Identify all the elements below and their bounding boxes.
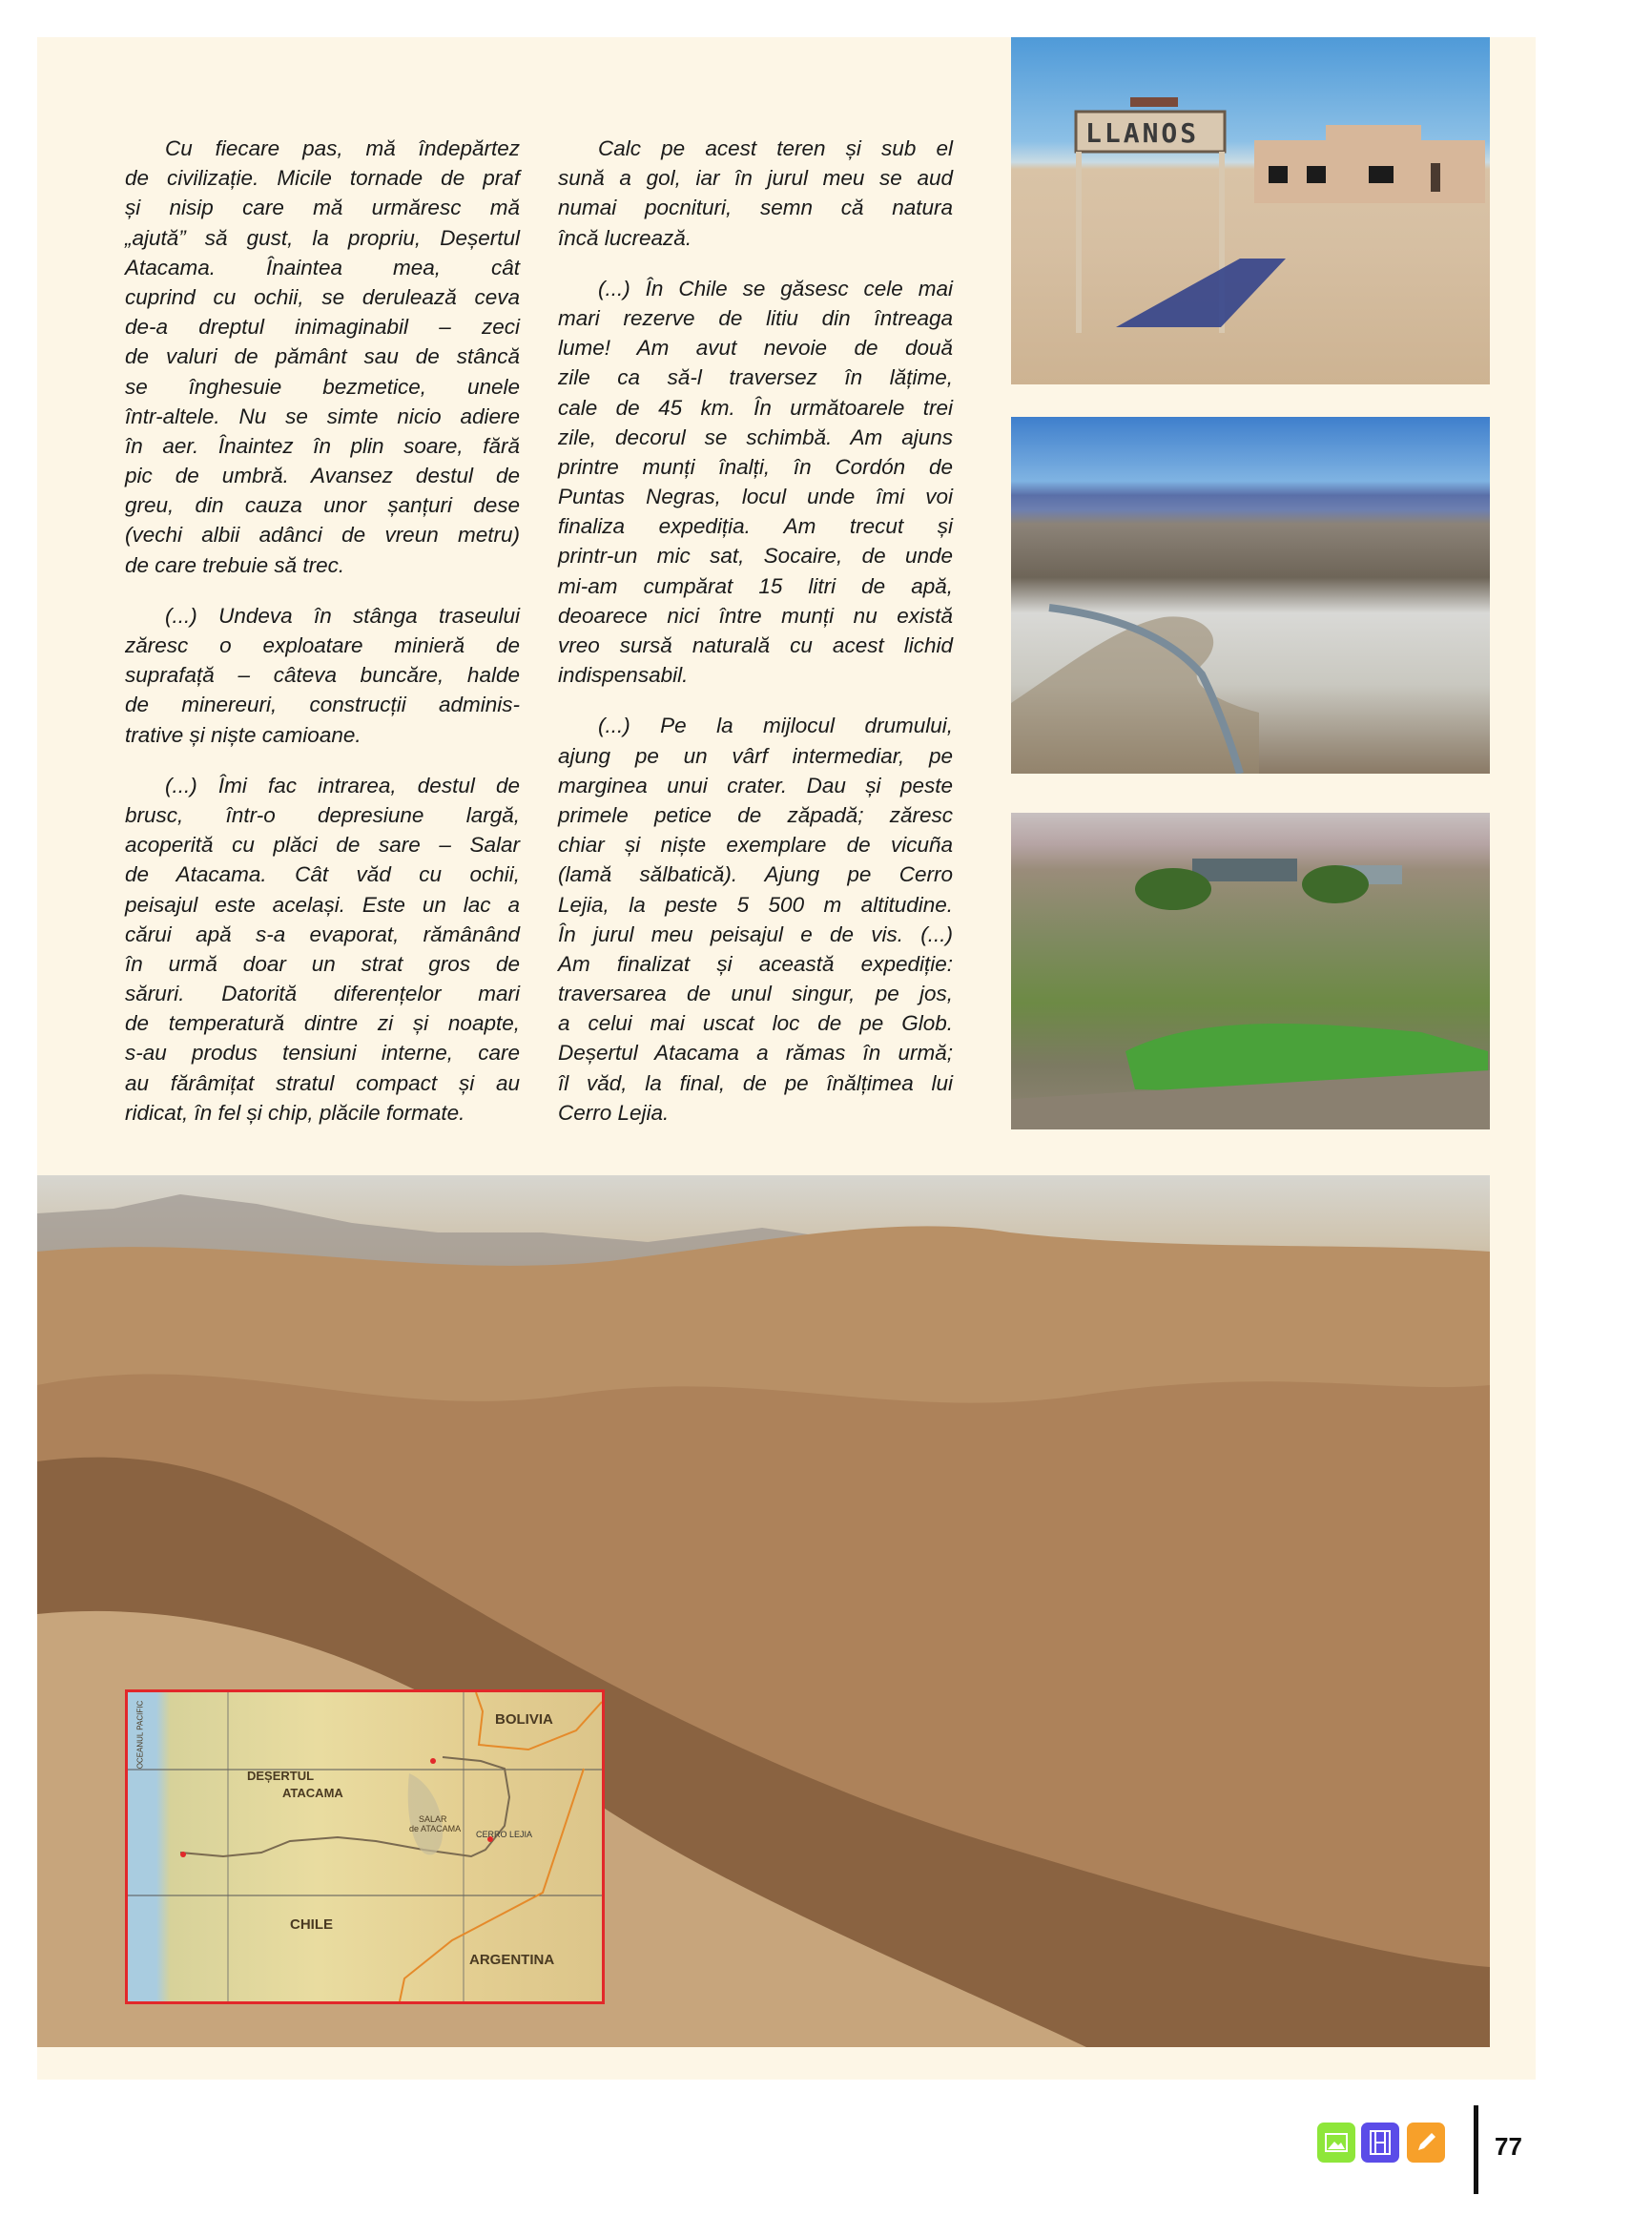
text-line: în aer. Înaintez în plin soare, fără [125,433,520,458]
text-line: pic de umbră. Avansez destul de [125,464,520,488]
text-line: primele petice de zăpadă; zăresc [558,802,953,827]
text-line: cărui apă s-a evaporat, rămânând [125,922,520,946]
paragraph [558,711,953,1128]
text-line: mi-am cumpărat 15 litri de apă, [558,573,953,598]
text-line: mari rezerve de litiu din întreaga [558,305,953,330]
text-line: îl văd, la final, de pe înălțimea lui [558,1070,953,1095]
text-line: de civilizație. Micile tornade de praf [125,166,520,191]
text-line: (...) Undeva în stânga traseului [165,603,520,628]
map-label-chile: CHILE [290,1916,333,1933]
map-label-ocean: OCEANUL PACIFIC [135,1700,145,1770]
text-line: chiar și niște exemplare de vicuña [558,833,953,858]
text-line: brusc, într-o depresiune largă, [125,802,520,827]
text-line: de temperatură dintre zi și noapte, [125,1011,520,1036]
text-line: cuprind cu ochii, se derulează ceva [125,284,520,309]
text-line: Cerro Lejia. [558,1100,670,1125]
text-line: de-a dreptul inimaginabil – zeci [125,315,520,340]
text-line: și nisip care mă urmăresc mă [125,196,520,220]
text-line: finaliza expediția. Am trecut și [558,514,953,539]
text-line: Am finalizat și această expediție: [558,951,953,976]
text-column-1 [125,134,520,1149]
image-icon[interactable] [1317,2123,1355,2163]
text-line: a celui mai uscat loc de pe Glob. [558,1011,953,1036]
text-line: (...) Pe la mijlocul drumului, [598,714,953,738]
text-line: peisajul este același. Este un lac a [125,892,520,917]
text-line: de valuri de pământ sau de stâncă [125,344,520,369]
photo-salt-flat [1011,417,1490,774]
text-line: Lejia, la peste 5 500 m altitudine. [558,892,953,917]
text-line: într-altele. Nu se simte nicio adiere [125,404,520,428]
text-line: de minereuri, construcții adminis- [125,693,520,717]
text-line: vreo sursă naturală cu acest lichid [558,633,953,657]
text-line: (vechi albii adânci de vreun metru) [125,523,520,548]
map-label-salar-2: de ATACAMA [409,1824,462,1833]
text-line: s-au produs tensiuni interne, care [125,1041,520,1066]
text-line: numai pocnituri, semn că natura [558,196,953,220]
text-line: (...) În Chile se găsesc cele mai [598,276,953,300]
text-column-2 [558,134,953,1149]
text-line: acoperită cu plăci de sare – Salar [125,833,520,858]
pencil-icon[interactable] [1407,2123,1445,2163]
map-label-argentina: ARGENTINA [469,1952,555,1968]
sign-text: LLANOS [1085,117,1200,149]
text-line: Calc pe acest teren și sub el [598,136,953,160]
text-line: lume! Am avut nevoie de două [558,336,953,361]
text-line: de care trebuie să trec. [125,552,345,577]
text-line: în urmă doar un strat gros de [125,951,520,976]
text-line: În jurul meu peisajul e de vis. (...) [558,922,953,946]
paragraph [125,601,520,750]
map-label-cerro-lejia: CERRO LEJIA [476,1830,533,1839]
text-line: „ajută” să gust, la propriu, Deșertul [125,225,520,250]
text-line: Cu fiecare pas, mă îndepărtez [165,136,520,160]
text-line: încă lucrează. [558,225,692,250]
page-number: 77 [1495,2132,1522,2161]
text-line: printr-un mic sat, Socaire, de unde [558,544,953,569]
text-line: Atacama. Înaintea mea, cât [125,255,520,280]
text-line: ajung pe un vârf intermediar, pe [558,743,953,768]
map-label-desert-2: ATACAMA [282,1786,343,1800]
map-label-salar: SALAR [419,1814,447,1824]
text-line: ridicat, în fel și chip, plăcile formate. [125,1100,465,1125]
text-line: zile ca să-l traversez în lățime, [558,365,953,390]
photo-oasis-village [1011,813,1490,1129]
map-label-desert: DEȘERTUL [247,1769,315,1783]
text-line: marginea unui crater. Dau și peste [558,773,953,797]
text-line: Deșertul Atacama a rămas în urmă; [558,1041,953,1066]
text-line: suprafață – câteva buncăre, halde [125,663,520,688]
text-line: se înghesuie bezmetice, unele [125,374,520,399]
text-line: sună a gol, iar în jurul meu se aud [558,166,953,191]
text-line: de Atacama. Cât văd cu ochii, [125,862,520,887]
text-line: Puntas Negras, locul unde îmi voi [558,485,953,509]
page-number-divider [1474,2105,1478,2194]
map-label-bolivia: BOLIVIA [495,1711,553,1728]
text-line: deoarece nici între munți nu există [558,603,953,628]
text-line: săruri. Datorită diferențelor mari [125,982,520,1006]
text-line: printre munți înalți, în Cordón de [558,454,953,479]
paragraph [558,274,953,691]
route-map-inset [125,1689,605,2004]
text-line: cale de 45 km. În următoarele trei [558,395,953,420]
text-line: (...) Îmi fac intrarea, destul de [165,773,520,797]
text-line: (lamă sălbatică). Ajung pe Cerro [558,862,953,887]
text-line: zile, decorul se schimbă. Am ajuns [558,425,953,449]
text-line: traversarea de unul singur, pe jos, [558,982,953,1006]
paragraph [125,134,520,580]
photo-llanos-station [1011,37,1490,384]
text-line: greu, din cauza unor șanțuri dese [125,493,520,518]
text-line: zăresc o exploatare minieră de [125,633,520,657]
film-icon[interactable] [1361,2123,1399,2163]
text-line: trative și niște camioane. [125,722,361,747]
paragraph [558,134,953,253]
text-line: indispensabil. [558,663,689,688]
text-line: au fărâmițat stratul compact și au [125,1070,520,1095]
paragraph [125,771,520,1128]
